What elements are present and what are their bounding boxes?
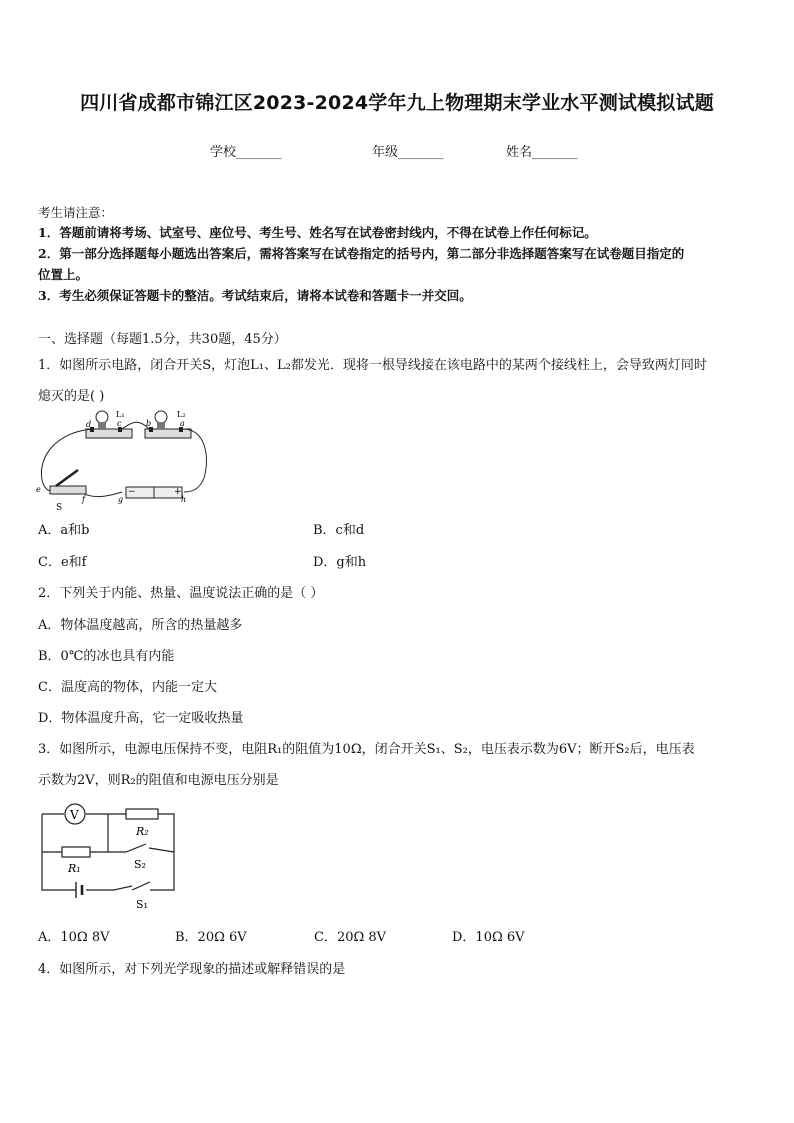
lamp1-bulb: [96, 411, 108, 423]
q1-option-b: B．c和d: [313, 523, 365, 538]
resistor-R2: [126, 809, 158, 819]
q4-stem: 4．如图所示，对下列光学现象的描述或解释错误的是: [38, 962, 346, 977]
q3-option-a: A．10Ω 8V: [38, 930, 110, 945]
label-S: S: [56, 503, 63, 513]
label-R2: R₂: [136, 825, 149, 838]
q2-option-d: D．物体温度升高，它一定吸收热量: [38, 711, 244, 726]
resistor-R1: [62, 847, 90, 857]
q2-option-c: C．温度高的物体，内能一定大: [38, 680, 217, 695]
switch-S1: [132, 882, 150, 890]
notice-line-2-cont: 位置上。: [38, 267, 89, 282]
q1-circuit-diagram: [34, 408, 214, 514]
name-field: 姓名_______: [506, 145, 578, 160]
q1-stem-line2: 熄灭的是( ): [38, 389, 105, 404]
label-c: c: [117, 419, 122, 428]
label-L1: L₁: [116, 410, 125, 419]
label-b: b: [146, 419, 152, 428]
label-V: V: [70, 808, 79, 822]
lamp2-bulb: [155, 411, 167, 423]
switch-S2: [126, 844, 146, 852]
label-a: a: [180, 419, 185, 428]
notice-line-2: 2．第一部分选择题每小题选出答案后，需将答案写在试卷指定的括号内，第二部分非选择题答案写在试卷题目指定的: [38, 246, 685, 261]
notice-heading: 考生请注意：: [38, 205, 114, 220]
page-title: 四川省成都市锦江区2023-2024学年九上物理期末学业水平测试模拟试题: [80, 92, 714, 114]
q1-option-a: A．a和b: [38, 523, 90, 538]
label-plus: +: [174, 487, 182, 497]
grade-field: 年级_______: [372, 145, 444, 160]
label-minus: −: [128, 487, 136, 497]
q3-circuit-diagram: [36, 800, 180, 912]
label-h: h: [181, 495, 187, 504]
q3-stem-line1: 3．如图所示，电源电压保持不变，电阻R₁的阻值为10Ω，闭合开关S₁、S₂，电压表示数为6V；断开S₂后，电压表: [38, 742, 695, 757]
label-L2: L₂: [177, 410, 186, 419]
notice-line-3: 3．考生必须保证答题卡的整洁。考试结束后，请将本试卷和答题卡一并交回。: [38, 288, 472, 303]
q3-option-c: C．20Ω 8V: [314, 930, 387, 945]
q2-option-a: A．物体温度越高，所含的热量越多: [38, 618, 243, 633]
switch-lever: [56, 470, 78, 486]
label-S1: S₁: [136, 898, 148, 911]
lamp2-socket: [157, 422, 165, 429]
switch-base: [50, 486, 86, 494]
label-e: e: [36, 485, 41, 494]
q3-option-b: B．20Ω 6V: [175, 930, 247, 945]
q1-stem-line1: 1．如图所示电路，闭合开关S，灯泡L₁、L₂都发光．现将一根导线接在该电路中的某两个接线柱上，会导致两灯同时: [38, 358, 707, 373]
section-heading: 一、选择题（每题1.5分，共30题，45分）: [38, 332, 287, 347]
lamp1-socket: [98, 422, 106, 429]
q1-option-d: D．g和h: [313, 555, 367, 570]
label-d: d: [86, 420, 92, 429]
q1-option-c: C．e和f: [38, 555, 87, 570]
q3-stem-line2: 示数为2V，则R₂的阻值和电源电压分别是: [38, 773, 279, 788]
q2-stem: 2．下列关于内能、热量、温度说法正确的是（ ）: [38, 586, 324, 601]
school-field: 学校_______: [210, 145, 282, 160]
q3-option-d: D．10Ω 6V: [452, 930, 525, 945]
label-g: g: [118, 495, 124, 504]
label-S2: S₂: [134, 858, 146, 871]
q2-option-b: B．0℃的冰也具有内能: [38, 649, 175, 664]
label-R1: R₁: [68, 862, 81, 875]
notice-line-1: 1．答题前请将考场、试室号、座位号、考生号、姓名写在试卷密封线内，不得在试卷上作任何标记。: [38, 225, 597, 240]
label-f: f: [82, 495, 85, 504]
